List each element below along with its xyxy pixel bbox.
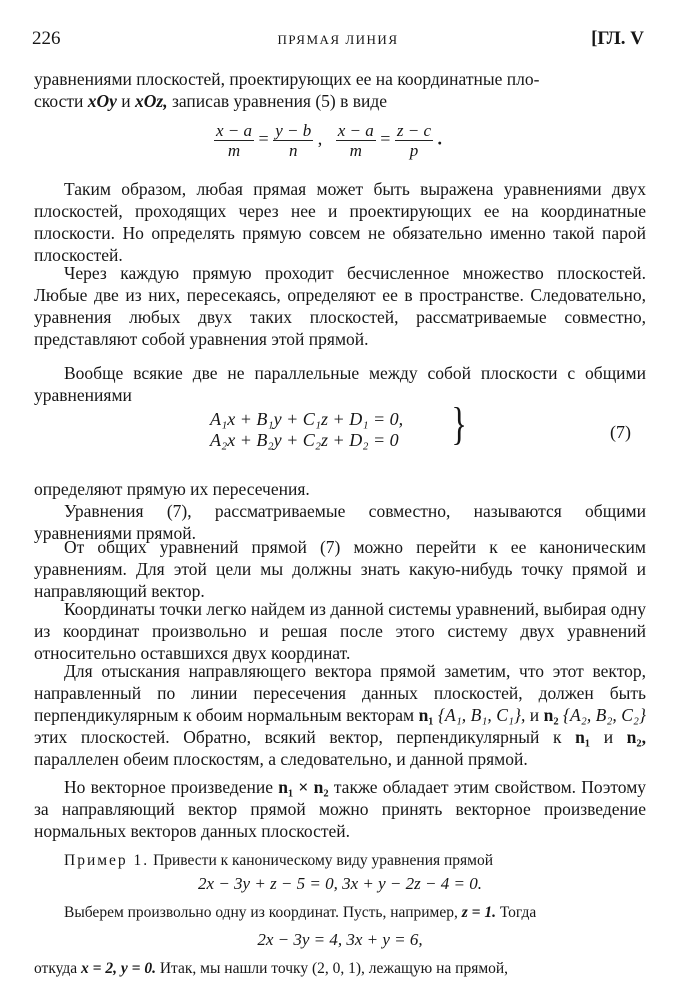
paragraph-1 [34,68,646,112]
example-equations: 2x − 3y + z − 5 = 0, 3x + y − 2z − 4 = 0. [198,874,482,893]
equation-7-line-1: A₁x + B₁y + C₁z + D₁ = 0, [210,409,404,429]
fraction-x: $\frac{x - a}{m}$ [216,121,253,160]
paragraph-4: Вообще всякие две не параллельные между собой плоскости с общими уравнениями [34,363,646,405]
paragraph-1-line-1: уравнениями плоскостей, проектирующих ее на координатные пло- [34,69,540,89]
vector-n1-components: {A₁, B₁, C₁}, [438,705,526,725]
paragraph-8: Координаты точки легко найдем из данной системы уравнений, выбирая одну из координат произвольно и решая после этого систему двух уравнений относительно оставшихся двух координат. [34,599,646,663]
paragraph-7: От общих уравнений прямой (7) можно перейти к ее каноническим уравнениям. Для этой цели мы должны знать какую-нибудь точку прямой и направляющий вектор. [34,537,646,601]
vector-n2: n₂ [543,705,559,725]
example-system: 2x − 3y = 4, 3x + y = 6, [257,930,423,949]
example-label: Пример 1. [64,852,150,869]
paragraph-3: Через каждую прямую проходит бесчисленное множество плоскостей. Любые две из них, пересекаясь, определяют ее в пространстве. Следовательно, уравнения любых двух таких плоскостей, рассматриваемые совместно, представляют собой уравнения этой прямой. [34,263,646,349]
vector-n2-components: {A₂, B₂, C₂} [563,705,646,725]
equation-7 [210,409,403,451]
equation-canonical-pair: $\frac{x - a}{m}$ = $\frac{y - b}{n}$ , $\frac{x - a}{m}$ = $\frac{z - c}{p}$ . [216,121,443,160]
page-header [32,28,644,54]
fraction-y: $\frac{y - b}{n}$ [275,121,312,160]
paragraph-2: Таким образом, любая прямая может быть выражена уравнениями двух плоскостей, проходящих через нее и проектирующих ее на координатные плоскости. Но определять прямую совсем не обязательно именно такой парой плоскостей. [34,179,646,265]
equation-number-7: (7) [610,422,631,442]
fraction-x2: $\frac{x - a}{m}$ [337,121,374,160]
equation-7-line-2: A₂x + B₂y + C₂z + D₂ = 0 [210,430,399,450]
plane-xoz: xOz, [135,91,168,111]
running-title: ПРЯМАЯ ЛИНИЯ [277,32,399,47]
paragraph-10: Но векторное произведение n₁ × n₂ также обладает этим свойством. Поэтому за направляющий вектор прямой можно принять векторное произведение нормальных векторов данных плоскостей. [34,777,647,841]
example-step-2: откуда x = 2, y = 0. Итак, мы нашли точку (2, 0, 1), лежащую на прямой, [34,960,509,977]
paragraph-1-line-2: скости xOy и xOz, записав уравнения (5) в виде [34,91,388,111]
example-heading: Пример 1. Привести к каноническому виду уравнения прямой [64,852,494,869]
page-number: 226 [32,28,61,49]
paragraph-5: определяют прямую их пересечения. [34,479,310,499]
cross-product: n₁ × n₂ [278,777,329,797]
chapter-label: [ГЛ. V [591,28,644,49]
brace: } [451,398,467,449]
plane-xoy: xOy [87,91,117,111]
vector-n1: n₁ [418,705,434,725]
paragraph-6: Уравнения (7), рассматриваемые совместно, называются общими уравнениями прямой. [34,501,646,543]
fraction-z: $\frac{z - c}{p}$ [396,121,432,160]
example-step-1: Выберем произвольно одну из координат. Пусть, например, z = 1. Тогда [64,904,537,921]
paragraph-9: Для отыскания направляющего вектора прямой заметим, что этот вектор, направленный по линии пересечения данных плоскостей, должен быть перпендикулярным к обоим нормальным векторам n₁ {A₁, B₁, C₁}, и n₂ {A₂, B₂, C₂} этих плоскостей. Обратно, всякий вектор, перпендикулярный к n₁ и n₂, параллелен обеим плоскостям, а следовательно, и данной прямой. [34,661,647,769]
